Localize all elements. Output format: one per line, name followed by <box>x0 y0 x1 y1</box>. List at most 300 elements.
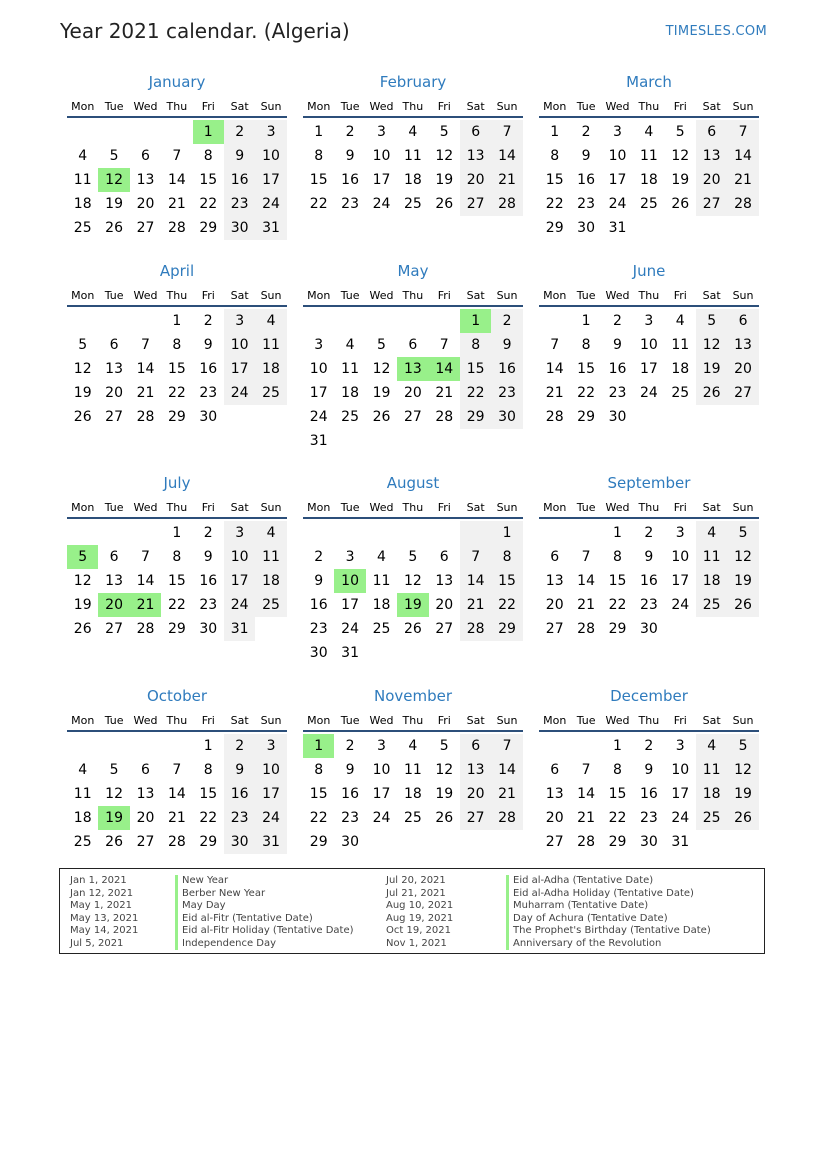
day-cell: 25 <box>73 834 92 850</box>
day-cell: 4 <box>78 148 88 164</box>
month-name: June <box>632 262 666 280</box>
day-cell: 1 <box>172 313 182 329</box>
day-cell: 10 <box>608 148 627 164</box>
day-cell: 27 <box>460 192 491 216</box>
day-cell: 4 <box>78 762 88 778</box>
day-cell: 26 <box>73 409 92 425</box>
legend-holiday-name: The Prophet's Birthday (Tentative Date) <box>506 925 711 938</box>
weekday-label: Tue <box>104 501 124 514</box>
empty-day-cell <box>539 734 570 758</box>
day-cell: 13 <box>105 573 123 589</box>
day-grid <box>303 734 523 854</box>
day-cell: 5 <box>377 337 386 353</box>
day-cell: 17 <box>224 569 255 593</box>
day-cell: 16 <box>491 357 522 381</box>
day-cell: 24 <box>224 381 255 405</box>
weekday-label: Sat <box>466 100 485 113</box>
day-cell: 22 <box>199 810 218 826</box>
day-cell: 3 <box>377 738 386 754</box>
empty-day-cell <box>570 734 601 758</box>
day-cell: 8 <box>203 762 213 778</box>
day-cell: 7 <box>141 549 150 565</box>
day-cell: 31 <box>224 617 255 641</box>
day-cell: 20 <box>435 597 454 613</box>
empty-day-cell <box>130 120 161 144</box>
day-cell: 16 <box>199 361 218 377</box>
day-cell: 19 <box>435 786 454 802</box>
day-cell: 28 <box>460 617 491 641</box>
day-cell: 4 <box>345 337 355 353</box>
empty-day-cell <box>130 521 161 545</box>
day-cell: 24 <box>341 621 359 637</box>
day-cell: 15 <box>608 573 627 589</box>
day-cell: 6 <box>460 734 491 758</box>
day-cell: 5 <box>109 148 119 164</box>
holiday-day-cell: 20 <box>98 593 129 617</box>
legend-date: Nov 1, 2021 <box>386 937 447 949</box>
weekday-label: Wed <box>133 289 158 302</box>
day-cell: 23 <box>639 597 658 613</box>
day-cell: 2 <box>345 124 355 140</box>
day-cell: 27 <box>727 381 758 405</box>
weekday-header <box>67 499 287 519</box>
day-cell: 18 <box>341 385 359 401</box>
day-cell: 23 <box>491 381 522 405</box>
empty-day-cell <box>98 309 129 333</box>
day-cell: 27 <box>460 806 491 830</box>
day-cell: 7 <box>491 734 522 758</box>
empty-day-cell <box>67 120 98 144</box>
empty-day-cell <box>67 309 98 333</box>
legend-holiday-name: Anniversary of the Revolution <box>506 938 711 951</box>
brand-logo-text[interactable]: TIMESLES.COM <box>665 24 767 39</box>
day-cell: 15 <box>577 361 595 377</box>
day-cell: 13 <box>435 573 454 589</box>
day-cell: 10 <box>671 762 690 778</box>
day-cell: 29 <box>491 617 522 641</box>
day-cell: 8 <box>172 337 182 353</box>
day-cell: 3 <box>345 549 355 565</box>
day-cell: 30 <box>491 405 522 429</box>
weekday-label: Tue <box>104 289 124 302</box>
day-cell: 25 <box>671 385 690 401</box>
weekday-label: Mon <box>71 289 95 302</box>
day-grid <box>67 309 287 429</box>
day-cell: 21 <box>460 593 491 617</box>
day-cell: 12 <box>435 148 454 164</box>
day-cell: 10 <box>671 549 690 565</box>
day-cell: 29 <box>199 220 218 236</box>
day-cell: 8 <box>491 545 522 569</box>
day-cell: 17 <box>671 573 690 589</box>
day-cell: 4 <box>675 313 685 329</box>
day-cell: 29 <box>577 409 595 425</box>
day-grid <box>67 120 287 240</box>
weekday-label: Thu <box>402 289 424 302</box>
day-cell: 16 <box>608 361 627 377</box>
day-cell: 18 <box>403 172 422 188</box>
weekday-label: Fri <box>201 289 215 302</box>
weekday-label: Sat <box>230 100 249 113</box>
month-october <box>67 686 287 854</box>
day-cell: 8 <box>172 549 182 565</box>
weekday-header <box>539 712 759 732</box>
day-cell: 18 <box>73 196 92 212</box>
day-cell: 9 <box>644 549 654 565</box>
day-cell: 11 <box>73 172 92 188</box>
day-cell: 14 <box>727 144 758 168</box>
month-name: December <box>610 687 688 705</box>
weekday-label: Wed <box>605 100 630 113</box>
day-cell: 19 <box>105 196 123 212</box>
day-cell: 14 <box>491 758 522 782</box>
day-cell: 10 <box>309 361 328 377</box>
day-cell: 1 <box>314 124 324 140</box>
day-cell: 26 <box>435 810 454 826</box>
empty-day-cell <box>98 120 129 144</box>
day-cell: 12 <box>372 361 391 377</box>
day-cell: 22 <box>309 810 328 826</box>
day-cell: 7 <box>727 120 758 144</box>
day-cell: 30 <box>341 834 359 850</box>
holiday-day-cell: 14 <box>429 357 460 381</box>
weekday-label: Mon <box>543 714 567 727</box>
legend-holiday-name: Eid al-Adha Holiday (Tentative Date) <box>506 888 711 901</box>
day-cell: 6 <box>408 337 418 353</box>
weekday-label: Tue <box>104 714 124 727</box>
day-cell: 24 <box>372 196 391 212</box>
day-cell: 15 <box>460 357 491 381</box>
weekday-header <box>539 98 759 118</box>
day-cell: 16 <box>224 782 255 806</box>
empty-day-cell <box>334 521 365 545</box>
day-cell: 27 <box>136 834 155 850</box>
day-cell: 11 <box>696 545 727 569</box>
weekday-label: Mon <box>307 100 331 113</box>
weekday-label: Thu <box>638 714 660 727</box>
day-cell: 14 <box>136 573 155 589</box>
day-cell: 6 <box>696 120 727 144</box>
month-january <box>67 72 287 240</box>
day-cell: 27 <box>105 409 123 425</box>
day-cell: 24 <box>671 810 690 826</box>
day-cell: 2 <box>491 309 522 333</box>
day-cell: 12 <box>105 786 123 802</box>
weekday-label: Mon <box>71 501 95 514</box>
weekday-label: Sat <box>230 714 249 727</box>
day-cell: 21 <box>167 810 186 826</box>
day-cell: 28 <box>545 409 564 425</box>
day-cell: 17 <box>255 782 286 806</box>
day-cell: 7 <box>491 120 522 144</box>
day-cell: 9 <box>613 337 622 353</box>
weekday-label: Fri <box>201 714 215 727</box>
weekday-label: Wed <box>133 100 158 113</box>
weekday-label: Sun <box>732 501 754 514</box>
day-cell: 24 <box>224 593 255 617</box>
legend-holiday-name: Eid al-Fitr (Tentative Date) <box>175 913 354 926</box>
day-cell: 16 <box>577 172 595 188</box>
month-september <box>539 473 759 641</box>
weekday-label: Thu <box>638 100 660 113</box>
month-february <box>303 72 523 216</box>
day-cell: 6 <box>460 120 491 144</box>
day-cell: 9 <box>644 762 654 778</box>
day-cell: 31 <box>255 216 286 240</box>
day-cell: 13 <box>727 333 758 357</box>
legend-holiday-name: New Year <box>175 875 354 888</box>
weekday-label: Sun <box>260 100 282 113</box>
holiday-day-cell: 19 <box>98 806 129 830</box>
day-cell: 22 <box>608 597 627 613</box>
holiday-day-cell: 1 <box>460 309 491 333</box>
day-cell: 16 <box>224 168 255 192</box>
day-cell: 19 <box>73 597 92 613</box>
day-cell: 13 <box>545 573 564 589</box>
day-cell: 2 <box>203 525 213 541</box>
month-name: October <box>146 687 208 705</box>
weekday-header <box>67 712 287 732</box>
day-cell: 21 <box>577 810 595 826</box>
month-july <box>67 473 287 641</box>
weekday-label: Wed <box>369 289 394 302</box>
day-cell: 2 <box>644 738 654 754</box>
day-cell: 2 <box>644 525 654 541</box>
day-cell: 9 <box>345 148 355 164</box>
day-cell: 24 <box>255 806 286 830</box>
day-cell: 21 <box>577 597 595 613</box>
day-cell: 16 <box>341 786 359 802</box>
day-cell: 13 <box>105 361 123 377</box>
day-cell: 29 <box>608 621 627 637</box>
day-cell: 8 <box>460 333 491 357</box>
legend-date: Jan 1, 2021 <box>70 875 127 886</box>
day-cell: 28 <box>435 409 454 425</box>
day-cell: 26 <box>727 593 758 617</box>
weekday-label: Tue <box>340 501 360 514</box>
day-cell: 5 <box>109 762 119 778</box>
day-cell: 27 <box>403 409 422 425</box>
legend-holiday-name: May Day <box>175 900 354 913</box>
day-cell: 9 <box>581 148 591 164</box>
day-cell: 19 <box>727 782 758 806</box>
legend-holiday-name: Berber New Year <box>175 888 354 901</box>
day-cell: 26 <box>372 409 391 425</box>
holiday-day-cell: 19 <box>397 593 428 617</box>
day-cell: 27 <box>435 621 454 637</box>
day-cell: 19 <box>696 357 727 381</box>
day-cell: 29 <box>167 409 186 425</box>
month-name: April <box>159 262 195 280</box>
day-cell: 10 <box>224 545 255 569</box>
day-cell: 30 <box>199 409 218 425</box>
day-cell: 11 <box>341 361 359 377</box>
day-cell: 3 <box>255 734 286 758</box>
day-cell: 18 <box>696 569 727 593</box>
day-cell: 28 <box>491 192 522 216</box>
legend-date: May 14, 2021 <box>70 925 139 936</box>
weekday-label: Tue <box>340 714 360 727</box>
day-cell: 4 <box>696 734 727 758</box>
weekday-label: Fri <box>201 100 215 113</box>
weekday-label: Sat <box>702 714 721 727</box>
legend-date: Jan 12, 2021 <box>70 887 134 899</box>
page-title: Year 2021 calendar. (Algeria) <box>60 19 350 43</box>
day-cell: 22 <box>577 385 595 401</box>
day-cell: 17 <box>309 385 328 401</box>
empty-day-cell <box>570 521 601 545</box>
day-cell: 25 <box>639 196 658 212</box>
day-cell: 13 <box>136 786 155 802</box>
day-cell: 22 <box>199 196 218 212</box>
day-cell: 7 <box>172 762 182 778</box>
weekday-label: Tue <box>576 501 596 514</box>
weekday-label: Wed <box>369 714 394 727</box>
weekday-label: Thu <box>638 501 660 514</box>
day-cell: 25 <box>73 220 92 236</box>
day-cell: 10 <box>255 144 286 168</box>
day-cell: 23 <box>341 196 359 212</box>
weekday-label: Sun <box>260 501 282 514</box>
day-cell: 5 <box>696 309 727 333</box>
day-cell: 18 <box>696 782 727 806</box>
day-cell: 2 <box>224 120 255 144</box>
day-cell: 24 <box>309 409 328 425</box>
weekday-label: Fri <box>437 289 451 302</box>
weekday-label: Thu <box>402 714 424 727</box>
day-cell: 3 <box>255 120 286 144</box>
day-cell: 22 <box>460 381 491 405</box>
day-cell: 3 <box>644 313 654 329</box>
day-cell: 10 <box>372 762 391 778</box>
day-cell: 22 <box>545 196 564 212</box>
day-cell: 23 <box>199 597 218 613</box>
weekday-label: Fri <box>673 289 687 302</box>
weekday-label: Wed <box>133 714 158 727</box>
weekday-label: Mon <box>543 289 567 302</box>
month-june <box>539 261 759 429</box>
month-december <box>539 686 759 854</box>
empty-day-cell <box>539 309 570 333</box>
holiday-day-cell: 21 <box>130 593 161 617</box>
empty-day-cell <box>98 521 129 545</box>
weekday-label: Tue <box>104 100 124 113</box>
day-cell: 15 <box>309 786 328 802</box>
weekday-label: Thu <box>402 501 424 514</box>
day-cell: 18 <box>639 172 658 188</box>
day-cell: 12 <box>671 148 690 164</box>
day-cell: 7 <box>581 762 591 778</box>
day-cell: 21 <box>136 385 155 401</box>
day-cell: 10 <box>372 148 391 164</box>
day-cell: 13 <box>460 758 491 782</box>
day-cell: 14 <box>545 361 564 377</box>
day-cell: 19 <box>73 385 92 401</box>
weekday-label: Sun <box>732 289 754 302</box>
weekday-label: Fri <box>201 501 215 514</box>
day-cell: 7 <box>172 148 182 164</box>
day-cell: 28 <box>577 834 595 850</box>
day-grid <box>303 309 523 453</box>
month-august <box>303 473 523 665</box>
day-cell: 19 <box>671 172 690 188</box>
day-cell: 1 <box>491 521 522 545</box>
day-cell: 16 <box>639 573 658 589</box>
day-cell: 9 <box>224 144 255 168</box>
day-cell: 24 <box>372 810 391 826</box>
weekday-label: Sun <box>496 289 518 302</box>
day-cell: 1 <box>581 313 591 329</box>
holiday-day-cell: 13 <box>397 357 428 381</box>
month-name: May <box>397 262 429 280</box>
legend-holiday-name: Independence Day <box>175 938 354 951</box>
day-cell: 23 <box>577 196 595 212</box>
day-cell: 20 <box>545 810 564 826</box>
weekday-label: Sun <box>496 714 518 727</box>
empty-day-cell <box>130 309 161 333</box>
day-cell: 26 <box>727 806 758 830</box>
day-cell: 4 <box>644 124 654 140</box>
month-march <box>539 72 759 240</box>
month-april <box>67 261 287 429</box>
day-cell: 14 <box>167 172 186 188</box>
day-cell: 6 <box>550 549 560 565</box>
weekday-label: Sat <box>466 289 485 302</box>
weekday-header <box>303 287 523 307</box>
day-cell: 31 <box>255 830 286 854</box>
day-cell: 11 <box>671 337 690 353</box>
empty-day-cell <box>366 309 397 333</box>
empty-day-cell <box>334 309 365 333</box>
legend-names-right <box>506 875 711 950</box>
day-cell: 8 <box>314 148 324 164</box>
legend-date: Jul 20, 2021 <box>386 875 446 886</box>
day-cell: 21 <box>491 782 522 806</box>
day-cell: 1 <box>550 124 560 140</box>
day-cell: 11 <box>639 148 658 164</box>
holiday-day-cell: 1 <box>303 734 334 758</box>
day-grid <box>539 309 759 429</box>
weekday-label: Mon <box>71 714 95 727</box>
empty-day-cell <box>539 521 570 545</box>
weekday-label: Sat <box>230 289 249 302</box>
empty-day-cell <box>366 521 397 545</box>
day-cell: 27 <box>545 621 564 637</box>
day-cell: 23 <box>639 810 658 826</box>
day-cell: 7 <box>460 545 491 569</box>
legend-date: May 13, 2021 <box>70 912 139 924</box>
day-cell: 1 <box>172 525 182 541</box>
day-cell: 16 <box>639 786 658 802</box>
day-cell: 24 <box>255 192 286 216</box>
weekday-label: Thu <box>166 100 188 113</box>
day-cell: 6 <box>109 337 119 353</box>
day-cell: 30 <box>577 220 595 236</box>
legend-holiday-name: Eid al-Adha (Tentative Date) <box>506 875 711 888</box>
day-cell: 7 <box>141 337 150 353</box>
day-cell: 1 <box>203 738 213 754</box>
weekday-label: Thu <box>402 100 424 113</box>
day-cell: 11 <box>696 758 727 782</box>
month-name: January <box>148 73 206 91</box>
day-cell: 27 <box>136 220 155 236</box>
day-cell: 31 <box>309 433 328 449</box>
day-cell: 23 <box>199 385 218 401</box>
weekday-label: Wed <box>369 501 394 514</box>
day-cell: 16 <box>341 172 359 188</box>
empty-day-cell <box>161 120 192 144</box>
day-cell: 25 <box>403 810 422 826</box>
